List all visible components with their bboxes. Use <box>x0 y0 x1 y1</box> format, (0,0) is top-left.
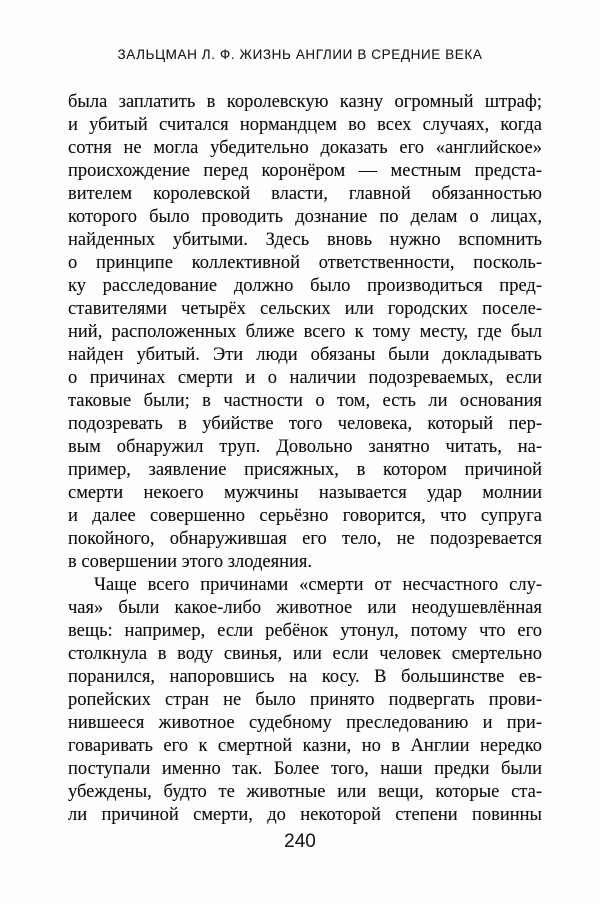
text-line-paragraph-end: в совершении этого злодеяния. <box>68 552 313 572</box>
text-line: убеждены, будто те животные или вещи, которые ста- <box>68 782 542 802</box>
text-line: о принципе коллективной ответственности, посколь- <box>68 253 542 273</box>
text-line: найден убитый. Эти люди обязаны были докладывать <box>68 345 542 365</box>
text-line: и убитый считался нормандцем во всех случаях, когда <box>68 115 542 135</box>
text-line: ний, расположенных ближе всего к тому месту, где был <box>68 322 542 342</box>
text-line: вещь: например, если ребёнок утонул, потому что его <box>68 621 542 641</box>
text-line: поранился, напоровшись на косу. В большинстве ев- <box>68 667 542 687</box>
text-line-paragraph-start: Чаще всего причинами «смерти от несчастного слу- <box>94 575 542 595</box>
text-line: смерти некоего мужчины называется удар молнии <box>68 483 542 503</box>
text-line: ку расследование должно было производиться пред- <box>68 276 542 296</box>
text-line: покойного, обнаружившая его тело, не подозревается <box>68 529 542 549</box>
page-number: 240 <box>284 831 316 852</box>
text-line: была заплатить в королевскую казну огромный штраф; <box>68 92 542 112</box>
body-text <box>68 91 542 827</box>
text-line: таковые были; в частности о том, есть ли основания <box>68 391 542 411</box>
text-line: столкнула в воду свинья, или если человек смертельно <box>68 644 542 664</box>
text-line: которого было проводить дознание по делам о лицах, <box>68 207 542 227</box>
text-line: происхождение перед коронёром — местным предста- <box>68 161 542 181</box>
running-header: ЗАЛЬЦМАН Л. Ф. ЖИЗНЬ АНГЛИИ В СРЕДНИЕ ВЕКА <box>117 47 483 62</box>
text-line: о причинах смерти и о наличии подозреваемых, если <box>68 368 542 388</box>
text-line: пример, заявление присяжных, в котором причиной <box>68 460 542 480</box>
text-line: найденных убитыми. Здесь вновь нужно вспомнить <box>68 230 542 250</box>
text-line: подозревать в убийстве того человека, который пер- <box>68 414 542 434</box>
text-line: ли причиной смерти, до некоторой степени повинны <box>68 805 542 825</box>
text-line: поступали именно так. Более того, наши предки были <box>68 759 542 779</box>
text-line: вителем королевской власти, главной обязанностью <box>68 184 542 204</box>
text-line: ставителями четырёх сельских или городских поселе- <box>68 299 542 319</box>
text-line: говаривать его к смертной казни, но в Англии нередко <box>68 736 542 756</box>
text-line: нившееся животное судебному преследованию и при- <box>68 713 542 733</box>
text-line: чая» были какое-либо животное или неодушевлённая <box>68 598 542 618</box>
text-line: вым обнаружил труп. Довольно занятно читать, на- <box>68 437 542 457</box>
text-line: и далее совершенно серьёзно говорится, что супруга <box>68 506 542 526</box>
text-line: ропейских стран не было принято подвергать прови- <box>68 690 542 710</box>
text-line: сотня не могла убедительно доказать его «английское» <box>68 138 542 158</box>
